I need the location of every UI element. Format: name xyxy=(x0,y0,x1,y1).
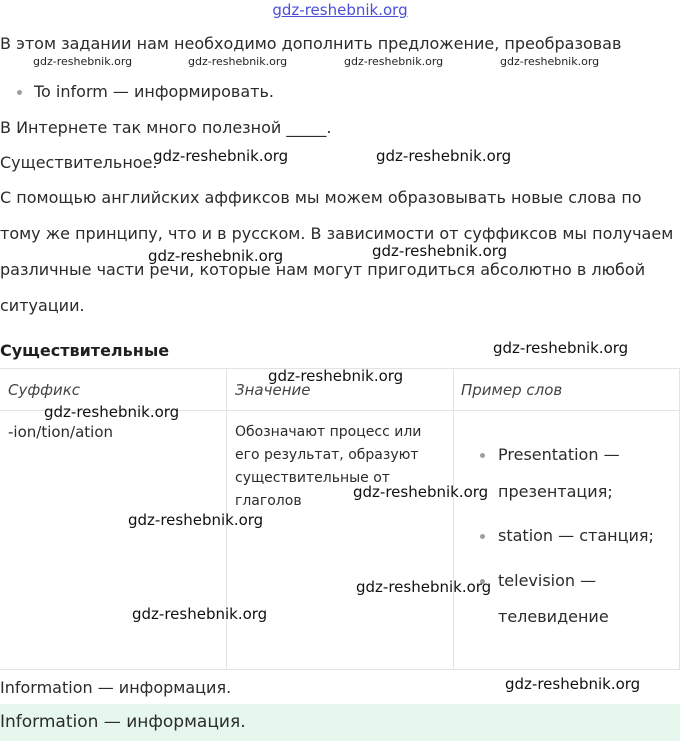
bullet-icon xyxy=(480,534,485,539)
example-item-continuation: презентация; xyxy=(498,482,613,501)
explanation-line: ситуации. xyxy=(0,296,85,315)
watermark: gdz-reshebnik.org xyxy=(188,55,288,68)
example-item: Presentation — xyxy=(480,445,620,464)
site-link[interactable]: gdz-reshebnik.org xyxy=(272,1,408,19)
section-heading: Существительные xyxy=(0,341,170,360)
bullet-icon xyxy=(17,90,22,95)
example-item: station — станция; xyxy=(480,526,654,545)
watermark: gdz-reshebnik.org xyxy=(153,147,289,165)
watermark: gdz-reshebnik.org xyxy=(356,578,492,596)
watermark: gdz-reshebnik.org xyxy=(376,147,512,165)
answer-box xyxy=(0,704,680,741)
explanation-line: тому же принципу, что и в русском. В зависимости от суффиксов мы получаем xyxy=(0,224,674,243)
watermark: gdz-reshebnik.org xyxy=(128,511,264,529)
watermark: gdz-reshebnik.org xyxy=(33,55,133,68)
watermark: gdz-reshebnik.org xyxy=(44,403,180,421)
table-header-meaning: Значение xyxy=(235,381,311,399)
watermark: gdz-reshebnik.org xyxy=(268,367,404,385)
example-item-continuation: телевидение xyxy=(498,607,609,626)
explanation-line: С помощью английских аффиксов мы можем образовывать новые слова по xyxy=(0,188,642,207)
example-item: television — xyxy=(480,571,596,590)
answer-text: Information — информация. xyxy=(0,712,246,732)
explanation-line: различные части речи, которые нам могут пригодиться абсолютно в любой xyxy=(0,260,646,279)
result-text: Information — информация. xyxy=(0,678,232,697)
table-cell-meaning: Обозначают процесс или его результат, образуют существительные от глаголов xyxy=(235,424,422,509)
table-header-suffix: Суффикс xyxy=(8,381,81,399)
watermark: gdz-reshebnik.org xyxy=(344,55,444,68)
watermark: gdz-reshebnik.org xyxy=(505,675,641,693)
bullet-text: To inform — информировать. xyxy=(34,82,274,101)
table-column-divider xyxy=(453,369,454,669)
watermark: gdz-reshebnik.org xyxy=(148,247,284,265)
intro-text: В этом задании нам необходимо дополнить предложение, преобразовав xyxy=(0,34,622,53)
watermark: gdz-reshebnik.org xyxy=(353,483,489,501)
table-cell-suffix: -ion/tion/ation xyxy=(8,423,114,441)
bullet-list-item xyxy=(17,82,274,101)
watermark: gdz-reshebnik.org xyxy=(132,605,268,623)
watermark: gdz-reshebnik.org xyxy=(500,55,600,68)
table-header-examples: Пример слов xyxy=(461,381,563,399)
sentence-text: В Интернете так много полезной _____. xyxy=(0,118,332,137)
watermark: gdz-reshebnik.org xyxy=(493,339,629,357)
watermark: gdz-reshebnik.org xyxy=(372,242,508,260)
bullet-icon xyxy=(480,453,485,458)
part-of-speech-text: Существительное. xyxy=(0,153,158,172)
